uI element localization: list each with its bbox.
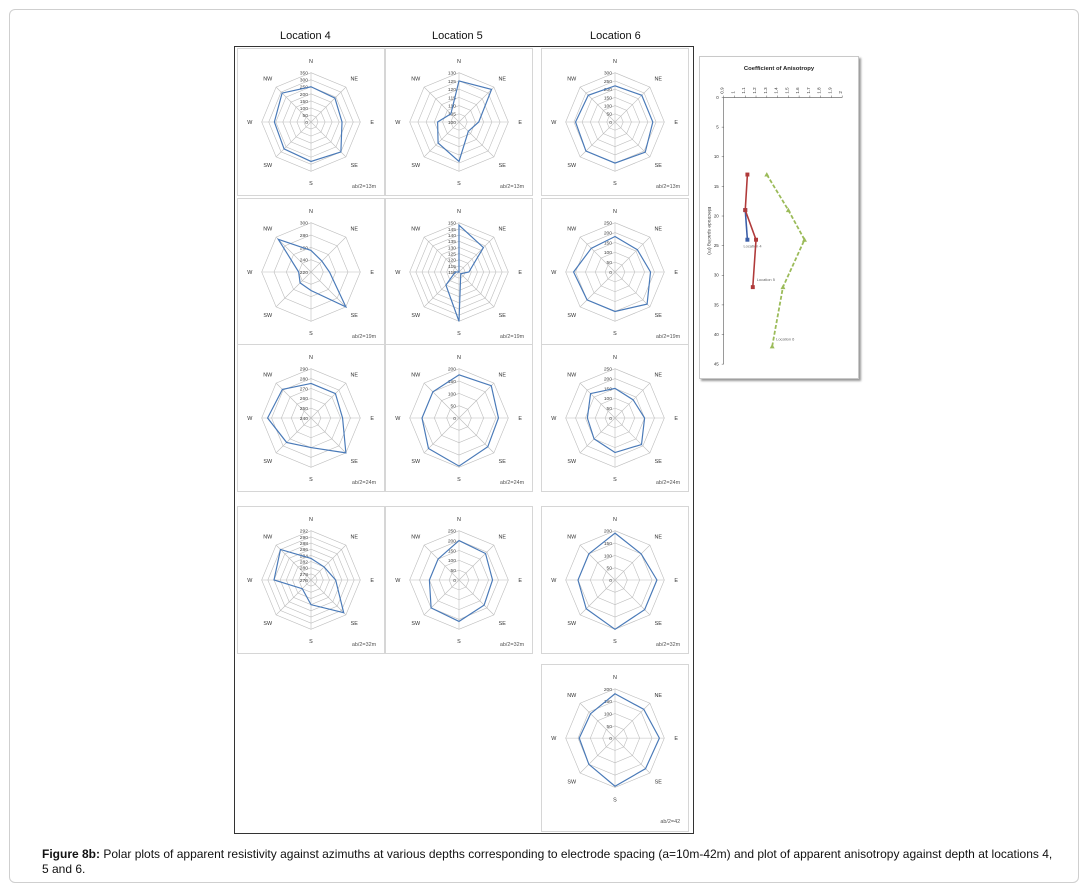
polar-plot-panel [385, 198, 533, 346]
direction-label: SE [654, 163, 662, 170]
tick-label: 278 [299, 572, 309, 578]
polar-plot-panel [237, 344, 385, 492]
direction-label: SW [263, 313, 273, 320]
direction-label: N [309, 354, 313, 361]
depth-label: ab/2=32m [655, 642, 681, 649]
anisotropy-point [745, 238, 749, 242]
direction-label: NE [654, 372, 663, 379]
tick-label: 240 [299, 416, 309, 422]
tick-label: 110 [448, 270, 457, 276]
direction-label: SW [411, 459, 421, 466]
direction-label: W [247, 119, 253, 126]
direction-label: E [370, 269, 374, 276]
direction-label: NW [567, 534, 577, 541]
anisotropy-point [770, 344, 775, 348]
direction-label: SW [567, 779, 577, 786]
direction-label: NE [350, 372, 359, 379]
direction-label: W [551, 119, 557, 126]
series-label: Location 4 [743, 243, 762, 249]
direction-label: NW [263, 226, 273, 233]
depth-label: ab/2=24m [499, 480, 525, 487]
direction-label: S [613, 331, 617, 338]
direction-label: NE [654, 226, 663, 233]
polar-spoke [424, 122, 459, 157]
direction-label: SW [411, 313, 421, 320]
tick-label: 0 [609, 270, 613, 276]
polar-plot-panel [237, 506, 385, 654]
anisotropy-point [743, 208, 747, 212]
depth-label: ab/2=42 [660, 818, 681, 825]
direction-label: S [457, 639, 461, 646]
direction-label: SW [567, 163, 577, 170]
direction-label: NE [654, 692, 663, 699]
tick-label: 50 [450, 569, 457, 575]
figure-caption [42, 847, 1062, 877]
tick-label: 240 [299, 258, 309, 264]
tick-label: 50 [450, 404, 457, 410]
tick-label: 50 [606, 407, 613, 413]
tick-label: 200 [447, 539, 457, 545]
direction-label: SW [567, 459, 577, 466]
direction-label: SW [263, 163, 273, 170]
tick-label: 125 [447, 79, 457, 85]
tick-label: 0 [609, 416, 613, 422]
y-tick-label: 5 [716, 124, 719, 130]
direction-label: NW [411, 372, 421, 379]
anisotropy-point [754, 238, 758, 242]
x-tick-label: 2 [838, 91, 844, 94]
depth-label: ab/2=24m [655, 480, 681, 487]
tick-label: 350 [299, 71, 309, 77]
direction-label: N [613, 58, 617, 65]
direction-label: NW [567, 692, 577, 699]
direction-label: N [309, 516, 313, 523]
tick-label: 250 [603, 367, 613, 373]
direction-label: SW [567, 313, 577, 320]
direction-label: N [457, 58, 461, 65]
tick-label: 250 [603, 79, 613, 85]
direction-label: E [674, 736, 678, 743]
header-location-5: Location 5 [432, 30, 483, 42]
tick-label: 135 [447, 240, 457, 246]
direction-label: NW [411, 534, 421, 541]
direction-label: W [247, 269, 253, 276]
series-label: Location 6 [776, 336, 795, 342]
tick-label: 100 [603, 397, 613, 403]
direction-label: NW [567, 372, 577, 379]
tick-label: 100 [603, 104, 613, 110]
tick-label: 300 [299, 221, 309, 227]
direction-label: W [395, 119, 401, 126]
tick-label: 100 [299, 106, 309, 112]
tick-label: 276 [299, 578, 309, 584]
depth-label: ab/2=32m [499, 642, 525, 649]
tick-label: 250 [447, 529, 457, 535]
tick-label: 150 [603, 541, 613, 547]
y-tick-label: 0 [716, 95, 719, 100]
anisotropy-point [764, 172, 769, 176]
anisotropy-point [751, 285, 755, 289]
direction-label: W [551, 577, 557, 584]
tick-label: 282 [299, 560, 309, 566]
x-tick-label: 1.8 [816, 87, 822, 94]
direction-label: S [613, 639, 617, 646]
tick-label: 150 [603, 387, 613, 393]
depth-label: ab/2=24m [351, 480, 377, 487]
direction-label: W [395, 415, 401, 422]
tick-label: 150 [603, 241, 613, 247]
direction-label: NE [498, 534, 507, 541]
direction-label: NE [498, 76, 507, 83]
direction-label: NW [411, 226, 421, 233]
tick-label: 200 [447, 367, 457, 373]
tick-label: 130 [447, 246, 457, 252]
direction-label: N [457, 516, 461, 523]
direction-label: S [309, 477, 313, 484]
tick-label: 150 [447, 221, 457, 227]
polar-plot-panel [541, 344, 689, 492]
tick-label: 115 [448, 264, 457, 270]
tick-label: 220 [299, 270, 309, 276]
direction-label: S [613, 797, 617, 804]
tick-label: 50 [302, 113, 309, 119]
tick-label: 280 [299, 377, 309, 383]
direction-label: E [370, 577, 374, 584]
direction-label: E [674, 415, 678, 422]
tick-label: 200 [603, 529, 613, 535]
tick-label: 290 [299, 367, 309, 373]
tick-label: 0 [453, 578, 457, 584]
tick-label: 100 [447, 392, 457, 398]
tick-label: 145 [447, 227, 457, 233]
direction-label: S [309, 639, 313, 646]
depth-label: ab/2=13m [655, 184, 681, 191]
tick-label: 280 [299, 566, 309, 572]
y-tick-label: 30 [713, 272, 719, 278]
polar-plot-panel [385, 506, 533, 654]
direction-label: E [370, 119, 374, 126]
direction-label: E [674, 577, 678, 584]
tick-label: 150 [447, 549, 457, 555]
direction-label: NW [567, 76, 577, 83]
direction-label: SE [654, 779, 662, 786]
tick-label: 100 [603, 251, 613, 257]
direction-label: SW [411, 621, 421, 628]
tick-label: 100 [447, 559, 457, 565]
direction-label: S [309, 331, 313, 338]
direction-label: E [518, 119, 522, 126]
x-tick-label: 1.6 [795, 87, 801, 94]
tick-label: 250 [299, 85, 309, 91]
polar-spoke [459, 122, 494, 157]
polar-plot-panel [541, 198, 689, 346]
anisotropy-chart [699, 56, 859, 379]
y-tick-label: 35 [713, 302, 719, 308]
y-tick-label: 15 [713, 183, 719, 189]
tick-label: 200 [603, 377, 613, 383]
x-tick-label: 1.1 [741, 87, 747, 94]
tick-label: 260 [299, 246, 309, 252]
polar-plot-panel [385, 344, 533, 492]
direction-label: NW [411, 76, 421, 83]
direction-label: N [309, 208, 313, 215]
caption-text: Polar plots of apparent resistivity against azimuths at various depths corresponding to electrode spacing (a=10m-42m) and plot of apparent anisotropy against depth at locations 4, 5 and 6. [42, 847, 1053, 876]
direction-label: NE [654, 76, 663, 83]
polar-plot-panel [385, 48, 533, 196]
direction-label: W [551, 736, 557, 743]
direction-label: N [457, 208, 461, 215]
tick-label: 200 [603, 231, 613, 237]
depth-label: ab/2=19m [351, 334, 377, 341]
direction-label: E [518, 577, 522, 584]
direction-label: NW [263, 534, 273, 541]
direction-label: E [518, 415, 522, 422]
direction-label: SW [263, 459, 273, 466]
header-location-6: Location 6 [590, 30, 641, 42]
direction-label: E [370, 415, 374, 422]
tick-label: 290 [299, 535, 309, 541]
direction-label: S [613, 477, 617, 484]
depth-label: ab/2=19m [655, 334, 681, 341]
direction-label: W [395, 269, 401, 276]
tick-label: 0 [609, 578, 613, 584]
direction-label: W [551, 415, 557, 422]
direction-label: N [309, 58, 313, 65]
tick-label: 115 [448, 96, 457, 102]
x-tick-label: 1.5 [784, 87, 790, 94]
tick-label: 270 [299, 387, 309, 393]
x-tick-label: 1.9 [827, 87, 833, 94]
direction-label: N [613, 354, 617, 361]
y-tick-label: 40 [713, 332, 719, 337]
polar-plot-panel [541, 664, 689, 832]
x-tick-label: 1.2 [752, 87, 758, 94]
direction-label: NE [350, 534, 359, 541]
tick-label: 288 [299, 541, 309, 547]
direction-label: SE [350, 621, 358, 628]
direction-label: W [247, 415, 253, 422]
x-tick-label: 1 [730, 91, 736, 94]
tick-label: 130 [447, 71, 457, 77]
direction-label: SE [350, 163, 358, 170]
direction-label: SW [411, 163, 421, 170]
tick-label: 105 [447, 112, 457, 118]
series-label: Location 5 [756, 277, 775, 283]
tick-label: 150 [603, 700, 613, 706]
tick-label: 50 [606, 261, 613, 267]
tick-label: 50 [606, 724, 613, 730]
polar-plot-panel [237, 48, 385, 196]
tick-label: 250 [299, 407, 309, 413]
direction-label: W [247, 577, 253, 584]
anisotropy-point [745, 173, 749, 177]
tick-label: 0 [305, 120, 309, 126]
tick-label: 292 [299, 529, 309, 535]
tick-label: 110 [448, 104, 457, 110]
tick-label: 150 [603, 96, 613, 102]
tick-label: 120 [447, 258, 457, 264]
direction-label: N [613, 516, 617, 523]
direction-label: SE [654, 313, 662, 320]
tick-label: 200 [299, 92, 309, 98]
tick-label: 100 [603, 712, 613, 718]
caption-label: Figure 8b: [42, 847, 101, 861]
tick-label: 150 [447, 379, 457, 385]
direction-label: NE [350, 76, 359, 83]
depth-label: ab/2=13m [351, 184, 377, 191]
x-tick-label: 1.7 [805, 87, 811, 94]
tick-label: 200 [603, 88, 613, 94]
tick-label: 0 [609, 737, 613, 743]
tick-label: 260 [299, 397, 309, 403]
anisotropy-series-line [767, 175, 805, 347]
direction-label: SE [498, 313, 506, 320]
direction-label: NW [263, 372, 273, 379]
tick-label: 280 [299, 233, 309, 239]
tick-label: 100 [603, 554, 613, 560]
direction-label: W [551, 269, 557, 276]
depth-label: ab/2=19m [499, 334, 525, 341]
polar-plot-panel [541, 48, 689, 196]
x-tick-label: 1.4 [773, 87, 779, 94]
x-tick-label: 0.9 [719, 87, 725, 94]
direction-label: SE [498, 163, 506, 170]
polar-spoke [615, 122, 650, 157]
anisotropy-title: Coefficient of Anisotropy [743, 65, 815, 72]
resistivity-series [422, 375, 498, 466]
polar-spoke [459, 87, 494, 122]
direction-label: S [309, 181, 313, 188]
y-tick-label: 45 [713, 361, 719, 367]
tick-label: 300 [603, 71, 613, 77]
tick-label: 120 [447, 88, 457, 94]
direction-label: N [613, 674, 617, 681]
direction-label: SE [350, 459, 358, 466]
tick-label: 286 [299, 548, 309, 554]
direction-label: E [674, 269, 678, 276]
polar-spoke [580, 122, 615, 157]
tick-label: 50 [606, 112, 613, 118]
direction-label: S [457, 477, 461, 484]
polar-plot-panel [541, 506, 689, 654]
direction-label: N [613, 208, 617, 215]
y-tick-label: 10 [713, 154, 719, 160]
tick-label: 200 [603, 687, 613, 693]
tick-label: 250 [603, 221, 613, 227]
polar-spoke [276, 122, 311, 157]
direction-label: SE [498, 621, 506, 628]
direction-label: NE [498, 372, 507, 379]
x-tick-label: 1.3 [762, 87, 768, 94]
direction-label: S [613, 181, 617, 188]
tick-label: 150 [299, 99, 309, 105]
y-axis-label: Electrode spacing (m) [705, 206, 711, 255]
direction-label: NE [350, 226, 359, 233]
direction-label: NE [498, 226, 507, 233]
resistivity-series [578, 533, 657, 629]
depth-label: ab/2=32m [351, 642, 377, 649]
y-tick-label: 25 [713, 243, 719, 249]
direction-label: W [395, 577, 401, 584]
header-location-4: Location 4 [280, 30, 331, 42]
direction-label: S [457, 181, 461, 188]
direction-label: SE [350, 313, 358, 320]
depth-label: ab/2=13m [499, 184, 525, 191]
direction-label: NW [263, 76, 273, 83]
direction-label: S [457, 331, 461, 338]
direction-label: NW [567, 226, 577, 233]
tick-label: 125 [447, 252, 457, 258]
tick-label: 0 [609, 120, 613, 126]
direction-label: E [518, 269, 522, 276]
y-tick-label: 20 [713, 213, 719, 219]
tick-label: 100 [447, 120, 457, 126]
direction-label: SE [654, 621, 662, 628]
tick-label: 284 [299, 554, 309, 560]
tick-label: 50 [606, 566, 613, 572]
direction-label: NE [654, 534, 663, 541]
tick-label: 0 [453, 416, 457, 422]
direction-label: E [674, 119, 678, 126]
polar-plot-panel [237, 198, 385, 346]
tick-label: 300 [299, 78, 309, 84]
direction-label: SE [654, 459, 662, 466]
direction-label: N [457, 354, 461, 361]
tick-label: 140 [447, 233, 457, 239]
resistivity-series [274, 87, 342, 162]
direction-label: SE [498, 459, 506, 466]
direction-label: SW [567, 621, 577, 628]
direction-label: SW [263, 621, 273, 628]
